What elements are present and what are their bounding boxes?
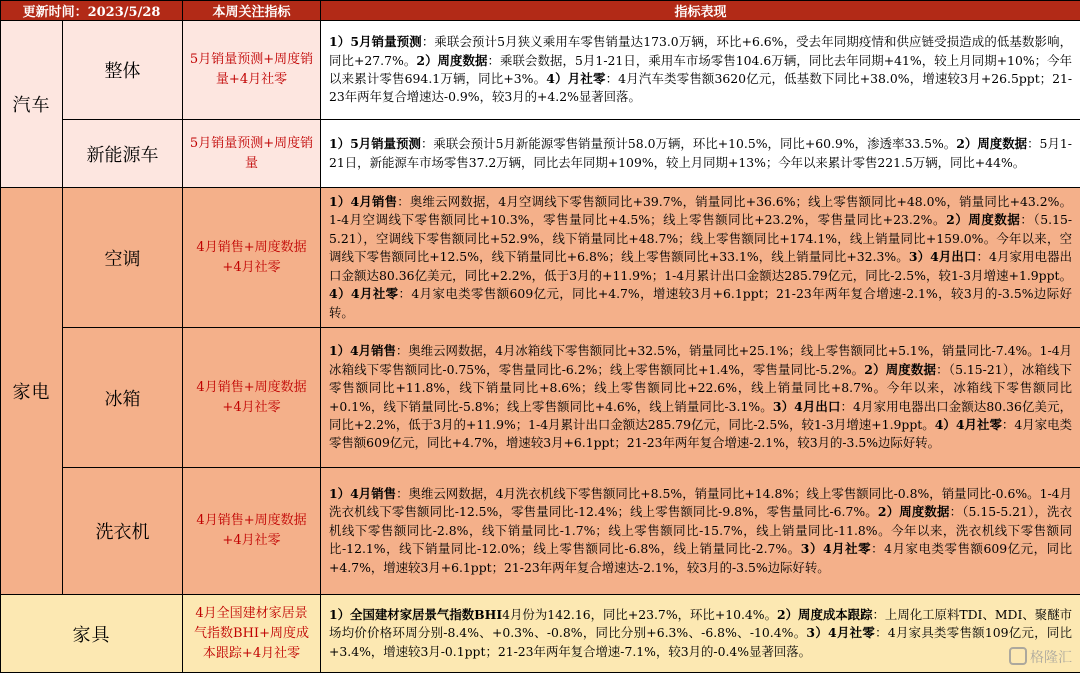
performance-text: ：4月家电类零售额609亿元，同比+4.7%，增速较3月+6.1ppt；21-23年两年复合增速-2.1%，较3月的-3.5%边际好转。 (329, 416, 1073, 451)
performance-heading: 5月销量预测 (350, 34, 422, 50)
performance-heading: 1） (329, 34, 351, 50)
performance-text: ：乘联会预计5月狭义乘用车零售销量达173.0万辆，环比+6.6%，受去年同期疫情和供应链受损造成的低基数影响，同比+27.7%。 (329, 34, 1073, 68)
performance-heading: 2）周度数据 (864, 361, 937, 377)
performance-washer (321, 468, 1080, 595)
table-row (1, 468, 1080, 595)
category-furniture: 家具 (1, 595, 183, 673)
performance-text: ：奥维云网数据，4月洗衣机线下零售额同比+8.5%，销量同比+14.8%；线上零售额同比-0.8%，销量同比-0.6%。1-4月洗衣机线下零售额同比-12.5%，零售量同比-12.4%；线上零售额同比-9.8%，零售量同比-6.7%。 (329, 485, 1073, 520)
indicator-ac: 4月销售+周度数据+4月社零 (183, 188, 321, 328)
performance-ac (321, 188, 1080, 328)
performance-overall (321, 21, 1080, 120)
performance-text: ：（5.15-21），冰箱线下零售额同比+11.8%，线下销量同比+8.6%；线上零售额同比+22.6%，线上销量同比+8.7%。今年以来，冰箱线下零售额同比+0.1%，线下销量同比-5.8%；线上零售额同比+4.6%，线上销量同比-3.1%。 (329, 361, 1073, 414)
performance-furniture (321, 595, 1080, 673)
performance-nev (321, 120, 1080, 188)
performance-text: ：4月汽车类零售额3620亿元，低基数下同比+38.0%，增速较3月+26.5ppt；21-23年两年复合增速达-0.9%，较3月的+4.2%显著回落。 (329, 71, 1073, 105)
indicator-overall: 5月销量预测+周度销量+4月社零 (183, 21, 321, 120)
performance-heading: 2）周度数据 (956, 136, 1028, 152)
indicator-washer: 4月销售+周度数据+4月社零 (183, 468, 321, 595)
performance-text: ：上周化工原料TDI、MDI、聚醚市场均价价格环周分别-8.4%、+0.3%、-0.8%，同比分别+6.3%、-6.8%、-10.4%。 (329, 606, 1073, 641)
performance-text: ：奥维云网数据，4月空调线下零售额同比+39.7%，销量同比+36.6%；线上零售额同比+48.0%，销量同比+43.2%。1-4月空调线下零售额同比+10.3%，零售量同比+4.5%；线上零售额同比+23.2%，零售量同比+23.2%。 (329, 194, 1073, 228)
performance-text: ：（5.15-5.21），空调线下零售额同比+52.9%，线下销量同比+48.7%；线上零售额同比+174.1%，线上销量同比+159.0%。今年以来，空调线下零售额同比+12.5%，线下销量同比+6.8%；线上零售额同比+33.1%，线上销量同比+32.3%。 (329, 212, 1073, 265)
subcategory-overall: 整体 (63, 21, 183, 120)
performance-heading: 2）周度数据 (946, 212, 1021, 228)
watermark-text: 格隆汇 (1030, 650, 1072, 666)
performance-heading: 1）4月销售 (329, 343, 396, 359)
performance-text: ：4月家用电器出口金额达80.36亿美元，同比+2.2%，低于3月的+11.9%；1-4月累计出口金额达285.79亿元，同比-2.5%，较1-3月增速+1.9ppt。 (329, 398, 1073, 432)
subcategory-ac: 空调 (63, 188, 183, 328)
performance-heading: 1）5月销量预测 (329, 136, 421, 152)
performance-text: ：奥维云网数据，4月冰箱线下零售额同比+32.5%，销量同比+25.1%；线上零售额同比+5.1%，销量同比-7.4%。1-4月冰箱线下零售额同比-0.75%，零售量同比-6.2%；线上零售额同比+1.4%，零售量同比-5.2%。 (329, 343, 1073, 377)
table-row (1, 120, 1080, 188)
performance-heading: 1）全国建材家居景气指数BHI (329, 606, 503, 622)
category-auto: 汽车 (1, 21, 63, 188)
performance-heading: 3）4月社零 (800, 541, 872, 557)
performance-text: ：4月家具类零售额109亿元，同比+3.4%，增速较3月-0.1ppt；21-23年两年复合增速-7.1%，较3月的-0.4%显著回落。 (329, 625, 1072, 659)
indicator-furniture: 4月全国建材家居景气指数BHI+周度成本跟踪+4月社零 (183, 595, 321, 673)
performance-heading: 4）月社零 (546, 71, 606, 86)
performance-text: ：5月1-21日，新能源车市场零售37.2万辆，同比去年同期+109%，较上月同期+13%；今年以来累计零售221.5万辆，同比+44%。 (329, 136, 1072, 170)
performance-text: ：4月家用电器出口金额达80.36亿美元，同比+2.2%，低于3月的+11.9%；1-4月累计出口金额达285.79亿元，同比-2.5%，较1-3月增速+1.9ppt。 (329, 249, 1073, 283)
performance-heading: 3）4月出口 (908, 249, 977, 265)
performance-heading: 2）周度成本跟踪 (777, 606, 873, 622)
table-row (1, 595, 1080, 673)
performance-text: ：4月家电类零售额609亿元，同比+4.7%，增速较3月+6.1ppt；21-23年两年复合增速达-2.1%，较3月的-3.5%边际好转。 (329, 541, 1073, 575)
category-appliance: 家电 (1, 188, 63, 595)
performance-heading: 4）4月社零 (329, 286, 399, 302)
performance-text: 4月份为142.16，同比+23.7%，环比+10.4%。 (502, 606, 777, 622)
performance-heading: 3）4月社零 (806, 625, 876, 641)
performance-text: ：4月家电类零售额609亿元，同比+4.7%，增速较3月+6.1ppt；21-23年两年复合增速-2.1%，较3月的-3.5%边际好转。 (329, 286, 1073, 320)
table-row (1, 21, 1080, 120)
performance-heading: 3）4月出口 (772, 398, 841, 414)
performance-heading: 1）4月销售 (329, 485, 397, 501)
performance-heading: 4）4月社零 (934, 416, 1002, 432)
subcategory-nev: 新能源车 (63, 120, 183, 188)
indicator-fridge: 4月销售+周度数据+4月社零 (183, 328, 321, 468)
table-header (1, 1, 1080, 21)
performance-heading: 2）周度数据 (416, 52, 488, 68)
update-time: 更新时间：2023/5/28 (1, 1, 183, 21)
performance-text: ：（5.15-5.21），洗衣机线下零售额同比-2.8%，线下销量同比-1.7%；线上零售额同比-15.7%，线上销量同比-11.8%。今年以来，洗衣机线下零售额同比-12.1%，线下销量同比-12.0%；线上零售额同比-6.8%，线上销量同比-2.7%。 (329, 504, 1073, 557)
watermark (1009, 647, 1072, 667)
performance-heading: 2）周度数据 (877, 504, 950, 520)
subcategory-fridge: 冰箱 (63, 328, 183, 468)
indicator-nev: 5月销量预测+周度销量 (183, 120, 321, 188)
performance-heading: 1）4月销售 (329, 194, 398, 210)
performance-text: ：乘联会数据，5月1-21日，乘用车市场零售104.6万辆，同比去年同期+41%，较上月同期+10%；今年以来累计零售694.1万辆，同比+3%。 (329, 52, 1073, 86)
subcategory-washer: 洗衣机 (63, 468, 183, 595)
table-row (1, 328, 1080, 468)
performance-text: ：乘联会预计5月新能源零售销量预计58.0万辆，环比+10.5%，同比+60.9%，渗透率33.5%。 (420, 136, 957, 152)
performance-fridge (321, 328, 1080, 468)
table-row (1, 188, 1080, 328)
watermark-logo-icon (1009, 647, 1027, 665)
performance-column-header: 指标表现 (321, 1, 1080, 21)
indicator-column-header: 本周关注指标 (183, 1, 321, 21)
